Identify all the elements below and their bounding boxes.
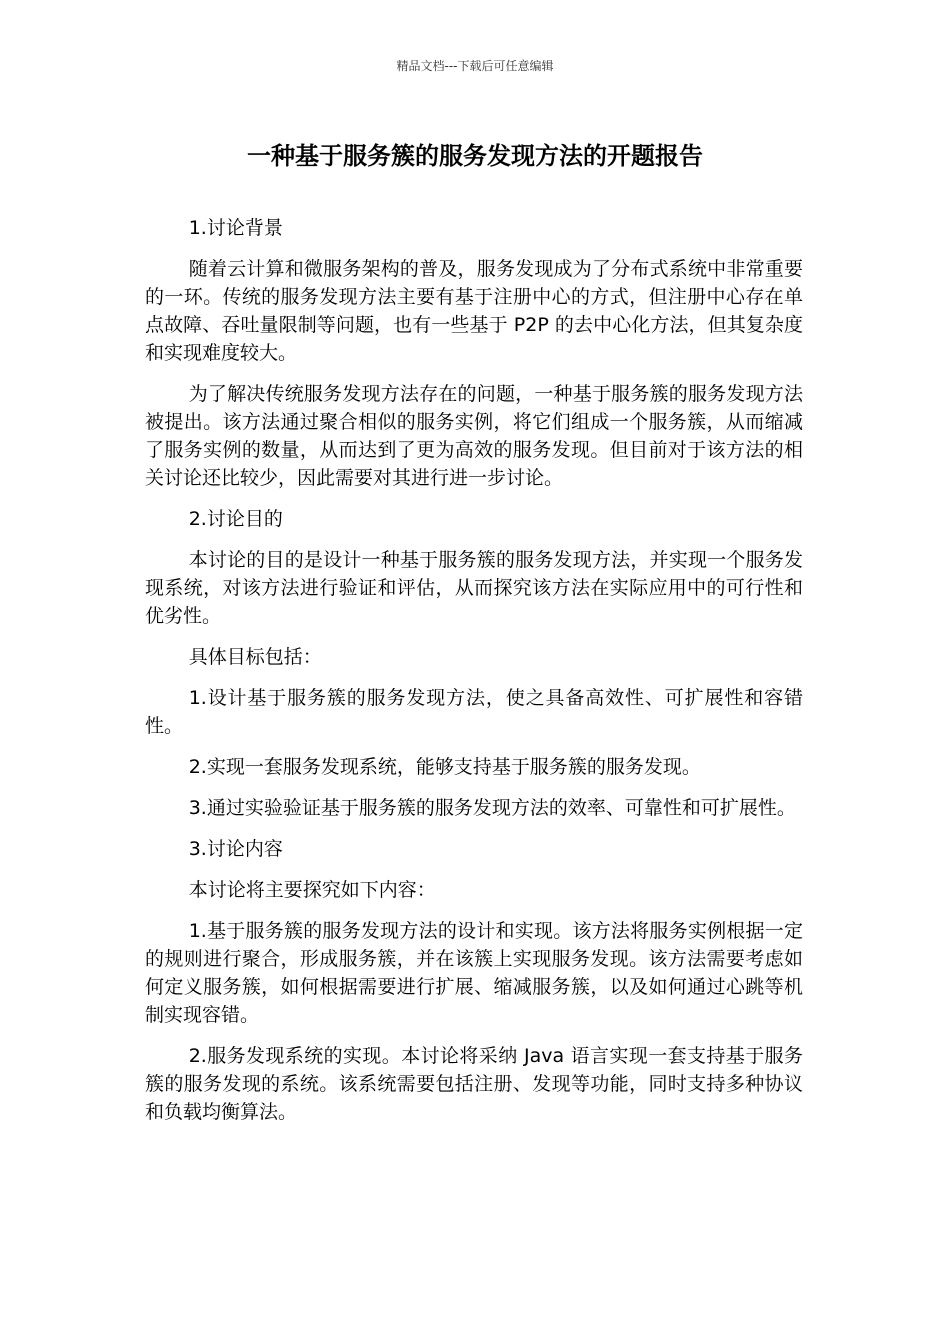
header-note: 精品文档---下载后可任意编辑	[396, 59, 554, 73]
document-body	[145, 214, 803, 1139]
list-item: 2.实现一套服务发现系统，能够支持基于服务簇的服务发现。	[188, 756, 701, 778]
paragraph: 具体目标包括：	[188, 646, 322, 668]
list-item: 1.设计基于服务簇的服务发现方法，使之具备高效性、可扩展性和容错性。	[145, 687, 803, 737]
list-item: 1.基于服务簇的服务发现方法的设计和实现。该方法将服务实例根据一定的规则进行聚合，形成服务簇，并在该簇上实现服务发现。该方法需要考虑如何定义服务簇，如何根据需要进行扩展、缩减服务簇，以及如何通过心跳等机制实现容错。	[145, 920, 803, 1026]
list-item: 2.服务发现系统的实现。本讨论将采纳 Java 语言实现一套支持基于服务簇的服务发现的系统。该系统需要包括注册、发现等功能，同时支持多种协议和负载均衡算法。	[145, 1045, 803, 1123]
document-title: 一种基于服务簇的服务发现方法的开题报告	[247, 142, 703, 170]
list-item: 3.通过实验验证基于服务簇的服务发现方法的效率、可靠性和可扩展性。	[188, 797, 796, 819]
section-heading-background: 1.讨论背景	[188, 217, 283, 239]
paragraph: 为了解决传统服务发现方法存在的问题，一种基于服务簇的服务发现方法被提出。该方法通过聚合相似的服务实例，将它们组成一个服务簇，从而缩减了服务实例的数量，从而达到了更为高效的服务发现。但目前对于该方法的相关讨论还比较少，因此需要对其进行进一步讨论。	[145, 383, 803, 489]
paragraph: 本讨论将主要探究如下内容：	[188, 879, 436, 901]
section-heading-purpose: 2.讨论目的	[188, 508, 283, 530]
section-heading-content: 3.讨论内容	[188, 838, 283, 860]
paragraph: 随着云计算和微服务架构的普及，服务发现成为了分布式系统中非常重要的一环。传统的服务发现方法主要有基于注册中心的方式，但注册中心存在单点故障、吞吐量限制等问题，也有一些基于 P2P 的去中心化方法，但其复杂度和实现难度较大。	[145, 258, 803, 364]
paragraph: 本讨论的目的是设计一种基于服务簇的服务发现方法，并实现一个服务发现系统，对该方法进行验证和评估，从而探究该方法在实际应用中的可行性和优劣性。	[145, 549, 803, 627]
